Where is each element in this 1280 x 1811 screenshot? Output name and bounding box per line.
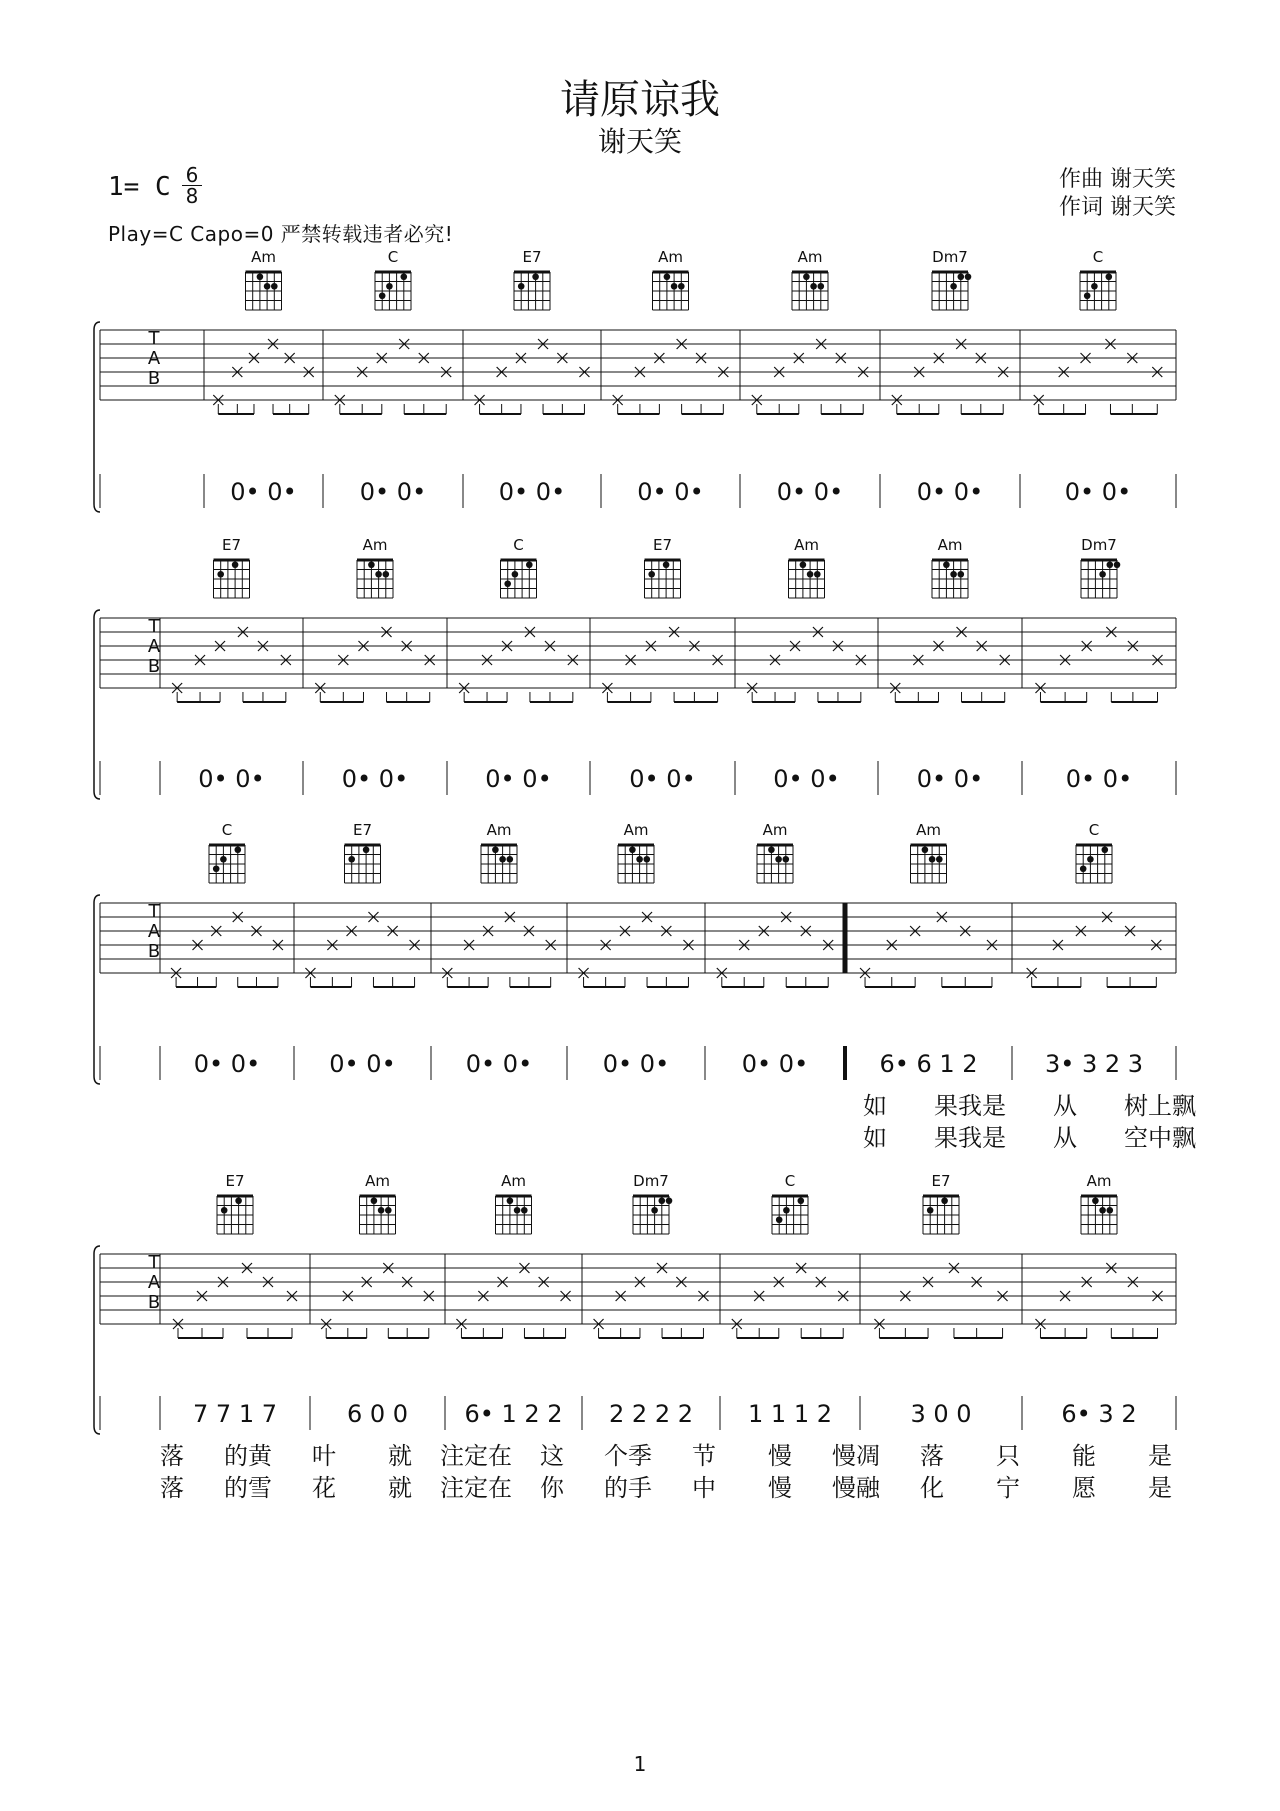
chord-dot [1099, 1207, 1106, 1214]
chord-dot [526, 561, 533, 568]
lyric-line2: 空中飘 [1124, 1124, 1196, 1152]
chord-dot [936, 856, 943, 863]
chord-name: C [387, 248, 399, 266]
tab-clef-letter: T [148, 901, 160, 922]
chord-name: Am [916, 821, 941, 839]
jianpu-measure: 6 0 0 [346, 1400, 409, 1428]
chord-dot [800, 561, 807, 568]
tab-clef-letter: T [148, 1252, 160, 1273]
tab-clef-letter: B [147, 656, 161, 677]
chord-dot [499, 856, 506, 863]
lyric-line1: 落 [920, 1442, 944, 1470]
chord-dot [386, 283, 393, 290]
lyric-line2: 慢融 [832, 1474, 880, 1502]
system-brace [94, 610, 100, 799]
tab-clef-letter: T [148, 616, 160, 637]
chord-dot [818, 283, 825, 290]
chord-name: C [1092, 248, 1104, 266]
lyric-line2: 愿 [1072, 1474, 1096, 1502]
chord-name: Am [365, 1172, 390, 1190]
jianpu-measure: 0• 0• [465, 1050, 533, 1078]
time-signature-bottom: 8 [185, 184, 199, 208]
lyric-line2: 注定在 [440, 1474, 512, 1502]
lyric-line1: 个季 [604, 1442, 652, 1470]
chord-dot [1080, 865, 1087, 872]
chord-dot [671, 283, 678, 290]
song-artist: 谢天笑 [597, 125, 682, 158]
jianpu-measure: 0• 0• [773, 765, 840, 793]
jianpu-measure: 1 1 1 2 [748, 1400, 832, 1428]
chord-dot [1092, 1197, 1099, 1204]
jianpu-measure: 0• 0• [637, 478, 704, 506]
jianpu-measure: 0• 0• [916, 765, 984, 793]
lyric-line2: 花 [312, 1474, 336, 1502]
lyric-line2: 中 [692, 1474, 716, 1502]
chord-dot [532, 273, 539, 280]
chord-dot [363, 846, 370, 853]
chord-name: Am [937, 536, 963, 554]
jianpu-measure: 0• 0• [1065, 765, 1133, 793]
chord-dot [1107, 561, 1114, 568]
chord-dot [636, 856, 643, 863]
chord-dot [950, 283, 957, 290]
chord-dot [379, 292, 386, 299]
chord-name: C [784, 1172, 796, 1190]
lyric-line1: 是 [1148, 1442, 1172, 1470]
chord-name: E7 [221, 536, 242, 554]
chord-dot [776, 1216, 783, 1223]
jianpu-measure: 3• 3 2 3 [1044, 1050, 1144, 1078]
lyricist-credit: 作词 谢天笑 [1059, 195, 1176, 220]
jianpu-measure: 2 2 2 2 [609, 1400, 693, 1428]
lyric-line1: 树上飘 [1124, 1092, 1196, 1120]
chord-dot [775, 856, 782, 863]
chord-dot [1091, 283, 1098, 290]
jianpu-measure: 6• 3 2 [1061, 1400, 1137, 1428]
lyric-line1: 就 [388, 1442, 412, 1470]
chord-dot [814, 571, 821, 578]
chord-dot [648, 571, 655, 578]
jianpu-measure: 0• 0• [341, 765, 409, 793]
chord-dot [798, 1197, 805, 1204]
chord-dot [927, 1207, 934, 1214]
chord-name: Am [797, 248, 823, 266]
chord-name: E7 [931, 1172, 951, 1190]
chord-dot [1114, 561, 1121, 568]
chord-name: E7 [652, 536, 673, 554]
lyric-line2: 从 [1053, 1124, 1077, 1152]
lyric-line1: 果我是 [934, 1092, 1006, 1120]
lyric-line2: 化 [920, 1474, 944, 1502]
chord-dot [629, 846, 636, 853]
chord-dot [378, 1207, 385, 1214]
chord-dot [651, 1207, 658, 1214]
lyric-line1: 的黄 [224, 1442, 272, 1470]
chord-dot [235, 846, 242, 853]
chord-name: E7 [522, 248, 542, 266]
lyric-line2: 就 [388, 1474, 412, 1502]
chord-dot [783, 1207, 790, 1214]
chord-name: Dm7 [932, 248, 968, 266]
key-signature: 1= C [108, 172, 171, 202]
chord-dot [678, 283, 685, 290]
chord-dot [810, 283, 817, 290]
chord-dot [644, 856, 651, 863]
chord-dot [271, 283, 278, 290]
chord-dot [504, 580, 511, 587]
lyric-line2: 慢 [768, 1474, 792, 1502]
lyric-line1: 慢 [768, 1442, 792, 1470]
chord-dot [371, 1197, 378, 1204]
chord-dot [807, 571, 814, 578]
jianpu-measure: 0• 0• [916, 478, 984, 506]
tab-clef-letter: T [148, 328, 160, 349]
chord-dot [943, 561, 950, 568]
chord-dot [1099, 571, 1106, 578]
chord-dot [965, 273, 972, 280]
chord-name: Am [501, 1172, 526, 1190]
system-brace [94, 1246, 100, 1434]
lyric-line1: 从 [1053, 1092, 1077, 1120]
jianpu-measure: 0• 0• [498, 478, 566, 506]
page-number: 1 [633, 1752, 647, 1776]
chord-dot [385, 1207, 392, 1214]
time-signature-top: 6 [185, 163, 199, 187]
chord-name: Am [362, 536, 388, 554]
chord-dot [1106, 273, 1113, 280]
chord-dot [666, 1197, 673, 1204]
jianpu-measure: 7 7 1 7 [193, 1400, 277, 1428]
jianpu-measure: 0• 0• [329, 1050, 396, 1078]
jianpu-measure: 0• 0• [602, 1050, 670, 1078]
chord-name: Am [658, 248, 683, 266]
chord-dot [368, 561, 375, 568]
chord-dot [783, 856, 790, 863]
chord-name: C [1088, 821, 1100, 839]
chord-dot [663, 561, 670, 568]
chord-dot [507, 856, 514, 863]
chord-name: E7 [225, 1172, 245, 1190]
lyric-line1: 叶 [312, 1442, 336, 1470]
chord-name: Am [251, 248, 276, 266]
jianpu-measure: 0• 0• [776, 478, 844, 506]
song-title: 请原谅我 [560, 77, 720, 123]
chord-name: C [513, 536, 524, 554]
tab-clef-letter: A [147, 348, 161, 369]
play-capo-line: Play=C Capo=0 严禁转载违者必究! [108, 222, 454, 246]
tab-clef-letter: A [147, 1272, 161, 1293]
chord-dot [521, 1207, 528, 1214]
chord-dot [518, 283, 525, 290]
chord-dot [1107, 1207, 1114, 1214]
system-brace [94, 322, 100, 512]
chord-name: C [221, 821, 233, 839]
jianpu-measure: 0• 0• [193, 1050, 261, 1078]
chord-dot [232, 561, 239, 568]
jianpu-measure: 0• 0• [485, 765, 552, 793]
chord-dot [383, 571, 390, 578]
jianpu-measure: 6• 6 1 2 [879, 1050, 978, 1078]
lyric-line2: 宁 [996, 1474, 1020, 1502]
chord-dot [514, 1207, 521, 1214]
chord-dot [213, 865, 220, 872]
chord-dot [803, 273, 810, 280]
chord-dot [1084, 292, 1091, 299]
chord-dot [492, 846, 499, 853]
tab-clef-letter: B [147, 1292, 161, 1313]
tab-clef-letter: A [147, 921, 161, 942]
jianpu-measure: 6• 1 2 2 [464, 1400, 563, 1428]
chord-name: Dm7 [1081, 536, 1117, 554]
tab-clef-letter: A [147, 636, 161, 657]
tab-clef-letter: B [147, 941, 161, 962]
chord-dot [1102, 846, 1109, 853]
chord-name: Am [1086, 1172, 1112, 1190]
jianpu-measure: 0• 0• [359, 478, 427, 506]
chord-dot [221, 1207, 228, 1214]
chord-name: Am [623, 821, 649, 839]
jianpu-measure: 0• 0• [741, 1050, 809, 1078]
lyric-line2: 是 [1148, 1474, 1172, 1502]
system-brace [94, 895, 100, 1084]
lyric-line2: 你 [540, 1474, 564, 1502]
jianpu-measure: 0• 0• [230, 478, 297, 506]
chord-dot [257, 273, 264, 280]
lyric-line1: 这 [540, 1442, 564, 1470]
composer-credit: 作曲 谢天笑 [1059, 167, 1176, 192]
lyric-line1: 只 [996, 1442, 1020, 1470]
lyric-line1: 节 [692, 1442, 716, 1470]
chord-dot [264, 283, 271, 290]
chord-dot [220, 856, 227, 863]
chord-name: Am [794, 536, 819, 554]
chord-dot [235, 1197, 242, 1204]
chord-name: Am [486, 821, 512, 839]
chord-dot [217, 571, 224, 578]
chord-dot [958, 273, 965, 280]
jianpu-measure: 0• 0• [629, 765, 696, 793]
lyric-line1: 能 [1072, 1442, 1096, 1470]
jianpu-measure: 0• 0• [198, 765, 265, 793]
chord-dot [664, 273, 671, 280]
lyric-line2: 果我是 [934, 1124, 1006, 1152]
lyric-line2: 的雪 [224, 1474, 272, 1502]
chord-dot [941, 1197, 948, 1204]
chord-dot [401, 273, 408, 280]
chord-dot [512, 571, 519, 578]
chord-dot [348, 856, 355, 863]
lyric-line1: 如 [863, 1092, 887, 1120]
lyric-line2: 落 [160, 1474, 184, 1502]
lyric-line2: 的手 [604, 1474, 652, 1502]
chord-name: E7 [352, 821, 373, 839]
tab-clef-letter: B [147, 368, 161, 389]
chord-dot [922, 846, 929, 853]
chord-dot [375, 571, 382, 578]
chord-dot [507, 1197, 514, 1204]
chord-dot [950, 571, 957, 578]
chord-dot [659, 1197, 666, 1204]
jianpu-measure: 0• 0• [1064, 478, 1132, 506]
chord-dot [958, 571, 965, 578]
chord-dot [1087, 856, 1094, 863]
jianpu-measure: 3 0 0 [910, 1400, 972, 1428]
lyric-line2: 如 [863, 1124, 887, 1152]
lyric-line1: 落 [160, 1442, 184, 1470]
chord-name: Am [762, 821, 788, 839]
chord-dot [929, 856, 936, 863]
chord-dot [768, 846, 775, 853]
lyric-line1: 慢凋 [832, 1442, 880, 1470]
chord-name: Dm7 [633, 1172, 669, 1190]
lyric-line1: 注定在 [440, 1442, 512, 1470]
